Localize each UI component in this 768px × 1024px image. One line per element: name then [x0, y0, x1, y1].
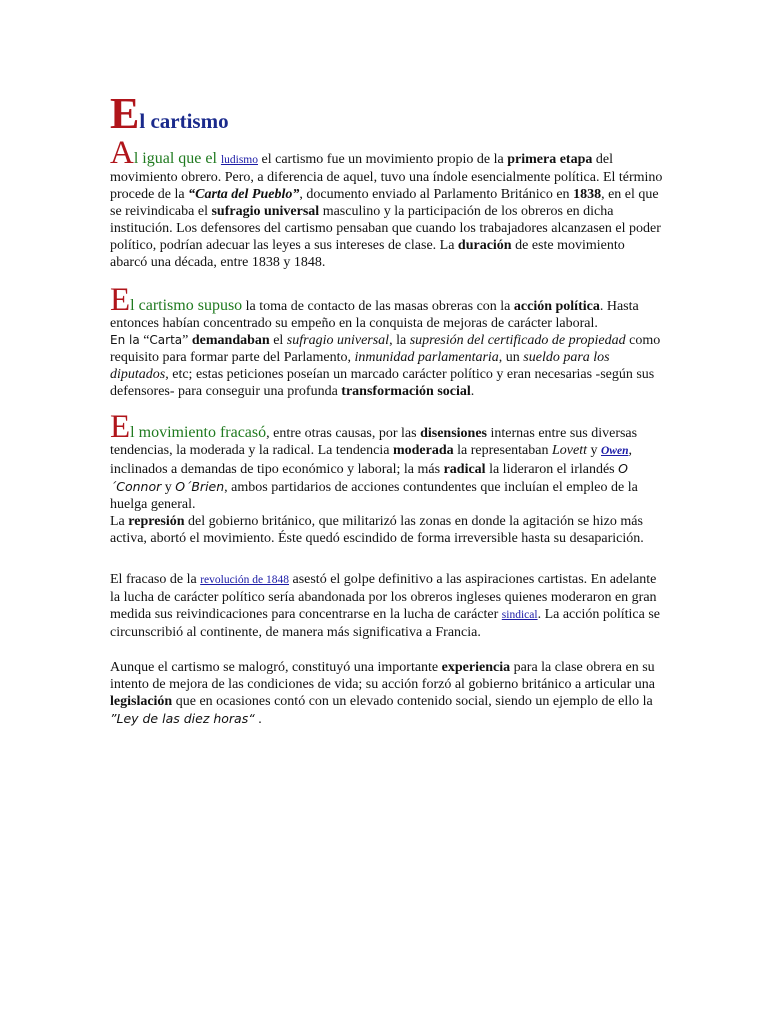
bold-italic-text: “Carta del Pueblo”: [188, 187, 300, 202]
text: , entre otras causas, por las: [266, 426, 421, 441]
text: internas entre sus diversas tendencias, la moderada y la radical. La tendencia: [110, 426, 638, 458]
text: Carta: [149, 333, 183, 347]
bold-text: transformación social: [341, 384, 471, 399]
text: , un: [498, 350, 524, 365]
text: y: [161, 480, 176, 495]
italic-text: O´Brien: [175, 479, 225, 494]
text: Aunque el cartismo se malogró, constituyó una importante: [110, 660, 442, 675]
italic-text: supresión del certificado de propiedad: [409, 333, 626, 348]
text: el: [269, 333, 287, 348]
italic-text: sufragio universal: [286, 333, 390, 348]
bold-text: legislación: [110, 694, 173, 709]
bold-text: sufragio universal: [211, 204, 320, 219]
text: masculino y la participación de los obreros en dicha institución. Los defensores del cartismo pensaban que cuando los trabajadores alcanzasen el poder político, podrían adecuar las leyes a sus intereses de clase. La: [110, 204, 661, 253]
bold-text: 1838: [573, 187, 602, 202]
text: .: [470, 384, 475, 399]
text: , etc; estas peticiones poseían un marcado carácter político y eran necesarias -según sus defensores- para conseguir una profunda: [110, 367, 655, 399]
bold-text: disensiones: [420, 426, 488, 441]
drop-cap: E: [110, 282, 131, 318]
drop-cap: E: [110, 409, 131, 445]
title-initial: E: [110, 89, 140, 138]
bold-text: represión: [128, 514, 185, 529]
lead-phrase: l igual que el: [133, 150, 221, 167]
text: .: [254, 712, 262, 727]
paragraph-experiencia: [110, 659, 664, 728]
paragraph-revolucion: [110, 571, 664, 641]
italic-text: inmunidad parlamentaria: [354, 350, 499, 365]
text: que en ocasiones contó con un elevado contenido social, siendo un ejemplo de ello la: [172, 694, 653, 709]
text: asestó el golpe definitivo a las aspiraciones cartistas. En adelante la lucha de carácter político sería abandonada por los obreros ingleses quienes moderaron en gran medida sus reivindicaciones para concentrarse en la lucha de carácter: [110, 572, 657, 622]
text: , en el que se reivindicaba el: [110, 187, 659, 219]
italic-text: sueldo para los diputados: [110, 350, 610, 382]
text: . Hasta entonces habían concentrado su empeño en la conquista de mejoras de carácter laboral.: [110, 299, 639, 331]
text: la representaban: [453, 443, 552, 458]
text: “: [139, 333, 150, 348]
link-owen[interactable]: Owen: [600, 445, 629, 457]
text: , inclinados a demandas de tipo económico y laboral; la más: [110, 443, 632, 477]
bold-text: demandaban: [191, 333, 270, 348]
bold-text: primera etapa: [507, 152, 593, 167]
italic-text: ”Ley de las diez horas“: [110, 711, 255, 726]
text: el cartismo fue un movimiento propio de la: [258, 152, 508, 167]
title-rest: l cartismo: [139, 109, 229, 133]
text: del movimiento obrero. Pero, a diferencia de aquel, tuvo una índole esencialmente política. El término procede de la: [110, 152, 663, 202]
text: y: [586, 443, 601, 458]
text: de este movimiento abarcó una década, entre 1838 y 1848.: [110, 238, 625, 270]
text: la toma de contacto de las masas obreras con la: [242, 299, 514, 314]
text: para la clase obrera en su intento de mejora de las condiciones de vida; su acción forzó al gobierno británico a articular una: [110, 660, 656, 692]
text: ”: [182, 333, 192, 348]
link-sindical[interactable]: sindical: [501, 609, 538, 621]
link-ludismo[interactable]: ludismo: [220, 154, 258, 166]
text: La: [110, 514, 129, 529]
bold-text: radical: [443, 462, 486, 477]
paragraph-ludismo: [110, 135, 664, 271]
text: , la: [389, 333, 410, 348]
bold-text: moderada: [392, 443, 454, 458]
paragraph-accion-politica: [110, 282, 664, 400]
bold-text: duración: [457, 238, 512, 253]
text: del gobierno británico, que militarizó las zonas en donde la agitación se hizo más activa, abortó el movimiento. Éste quedó escindido de forma irreversible hasta su desaparición.: [110, 514, 644, 546]
lead-phrase: l cartismo supuso: [130, 297, 243, 314]
text: , documento enviado al Parlamento Británico en: [299, 187, 574, 202]
italic-text: O´Connor: [110, 461, 628, 494]
text: como requisito para formar parte del Parlamento,: [110, 333, 661, 365]
paragraph-fracaso: [110, 409, 664, 547]
text: la lideraron el irlandés: [485, 462, 619, 477]
lead-phrase: l movimiento fracasó: [130, 424, 267, 441]
text: En la: [110, 333, 140, 347]
text: , ambos partidarios de acciones contundentes que incluían el empleo de la huelga general.: [110, 480, 638, 512]
text: . La acción política se circunscribió al continente, de manera más significativa a Francia.: [110, 607, 661, 640]
drop-cap: A: [110, 135, 134, 171]
bold-text: experiencia: [441, 660, 511, 675]
text: El fracaso de la: [110, 572, 201, 587]
italic-text: Lovett: [551, 443, 587, 458]
document-title: [110, 89, 664, 138]
bold-text: acción política: [513, 299, 600, 314]
link-revolucion-1848[interactable]: revolución de 1848: [200, 574, 289, 586]
